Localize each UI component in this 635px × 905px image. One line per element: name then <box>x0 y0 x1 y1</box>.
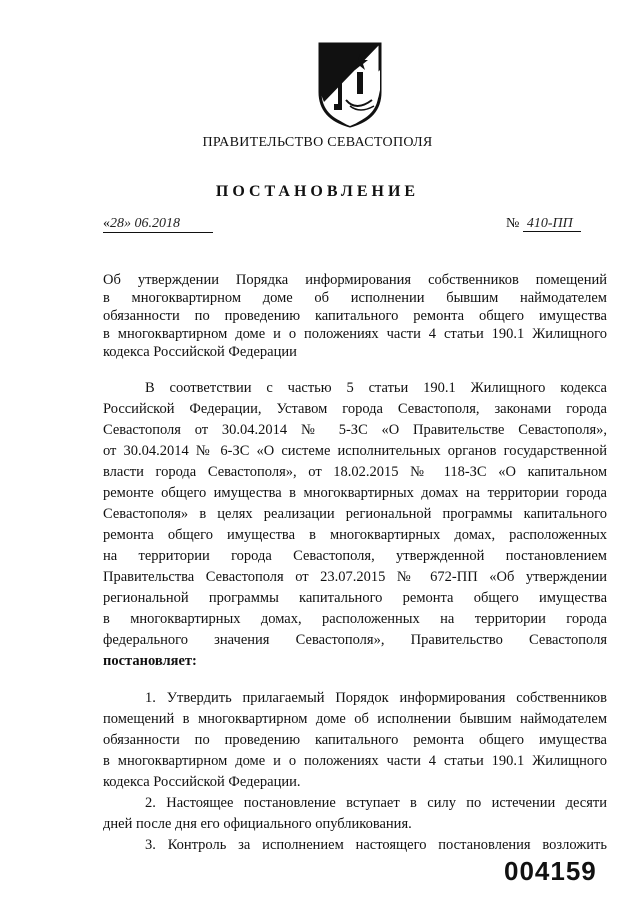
preamble-line: на территории города Севастополя, утвержденной постановлением <box>103 548 607 564</box>
item-1-line: кодекса Российской Федерации. <box>103 774 301 790</box>
decree-word: постановляет: <box>103 653 197 669</box>
item-1-line: помещений в многоквартирном доме об исполнении бывшим наймодателем <box>103 711 607 727</box>
preamble-line: Российской Федерации, Уставом города Севастополя, законами города <box>103 401 607 417</box>
title-line: обязанности по проведению капитального ремонта общего имущества <box>103 308 607 324</box>
coat-of-arms-icon <box>316 40 384 128</box>
preamble-line: Правительства Севастополя от 23.07.2015 № 672-ПП «Об утверждении <box>103 569 607 585</box>
item-1-line: обязанности по проведению капитального ремонта общего имущества <box>103 732 607 748</box>
title-line: Об утверждении Порядка информирования собственников помещений <box>103 272 607 288</box>
preamble-line: Севастополя от 30.04.2014 № 5-ЗС «О Правительстве Севастополя», <box>103 422 607 438</box>
preamble-line: Севастополя» в целях реализации региональной программы капитального <box>103 506 607 522</box>
preamble-line: от 30.04.2014 № 6-ЗС «О системе исполнительных органов государственной <box>103 443 607 459</box>
document-number <box>506 216 581 232</box>
number-sign: № <box>506 216 520 231</box>
item-2-line: дней после дня его официального опубликования. <box>103 816 412 832</box>
date-day: 28 <box>110 216 124 231</box>
title-line: в многоквартирном доме и о положениях части 4 статьи 190.1 Жилищного <box>103 326 607 342</box>
item-3-line: 3. Контроль за исполнением настоящего постановления возложить <box>145 837 607 853</box>
government-title: ПРАВИТЕЛЬСТВО СЕВАСТОПОЛЯ <box>202 135 433 150</box>
document-date: «28» 06.2018 <box>103 216 213 233</box>
preamble-line: ремонта общего имущества в многоквартирных домах, расположенных <box>103 527 607 543</box>
preamble-line: региональной программы капитального ремонта общего имущества <box>103 590 607 606</box>
preamble-line: ремонте общего имущества в многоквартирных домах на территории города <box>103 485 607 501</box>
item-1-line: 1. Утвердить прилагаемый Порядок информирования собственников <box>145 690 607 706</box>
preamble-line: в многоквартирных домах, расположенных на территории города <box>103 611 607 627</box>
title-line: в многоквартирном доме об исполнении бывшим наймодателем <box>103 290 607 306</box>
document-type-title: ПОСТАНОВЛЕНИЕ <box>215 183 420 200</box>
item-2-line: 2. Настоящее постановление вступает в силу по истечении десяти <box>145 795 607 811</box>
preamble-line: федерального значения Севастополя», Правительство Севастополя <box>103 632 607 648</box>
number-value: 410-ПП <box>523 216 581 232</box>
preamble-line: власти города Севастополя», от 18.02.2015 № 118-ЗС «О капитальном <box>103 464 607 480</box>
serial-number-stamp: 004159 <box>504 856 597 886</box>
item-1-line: в многоквартирном доме и о положениях части 4 статьи 190.1 Жилищного <box>103 753 607 769</box>
title-line: кодекса Российской Федерации <box>103 344 297 360</box>
preamble-line: В соответствии с частью 5 статьи 190.1 Жилищного кодекса <box>145 380 607 396</box>
date-month-year: » 06.2018 <box>124 216 180 231</box>
